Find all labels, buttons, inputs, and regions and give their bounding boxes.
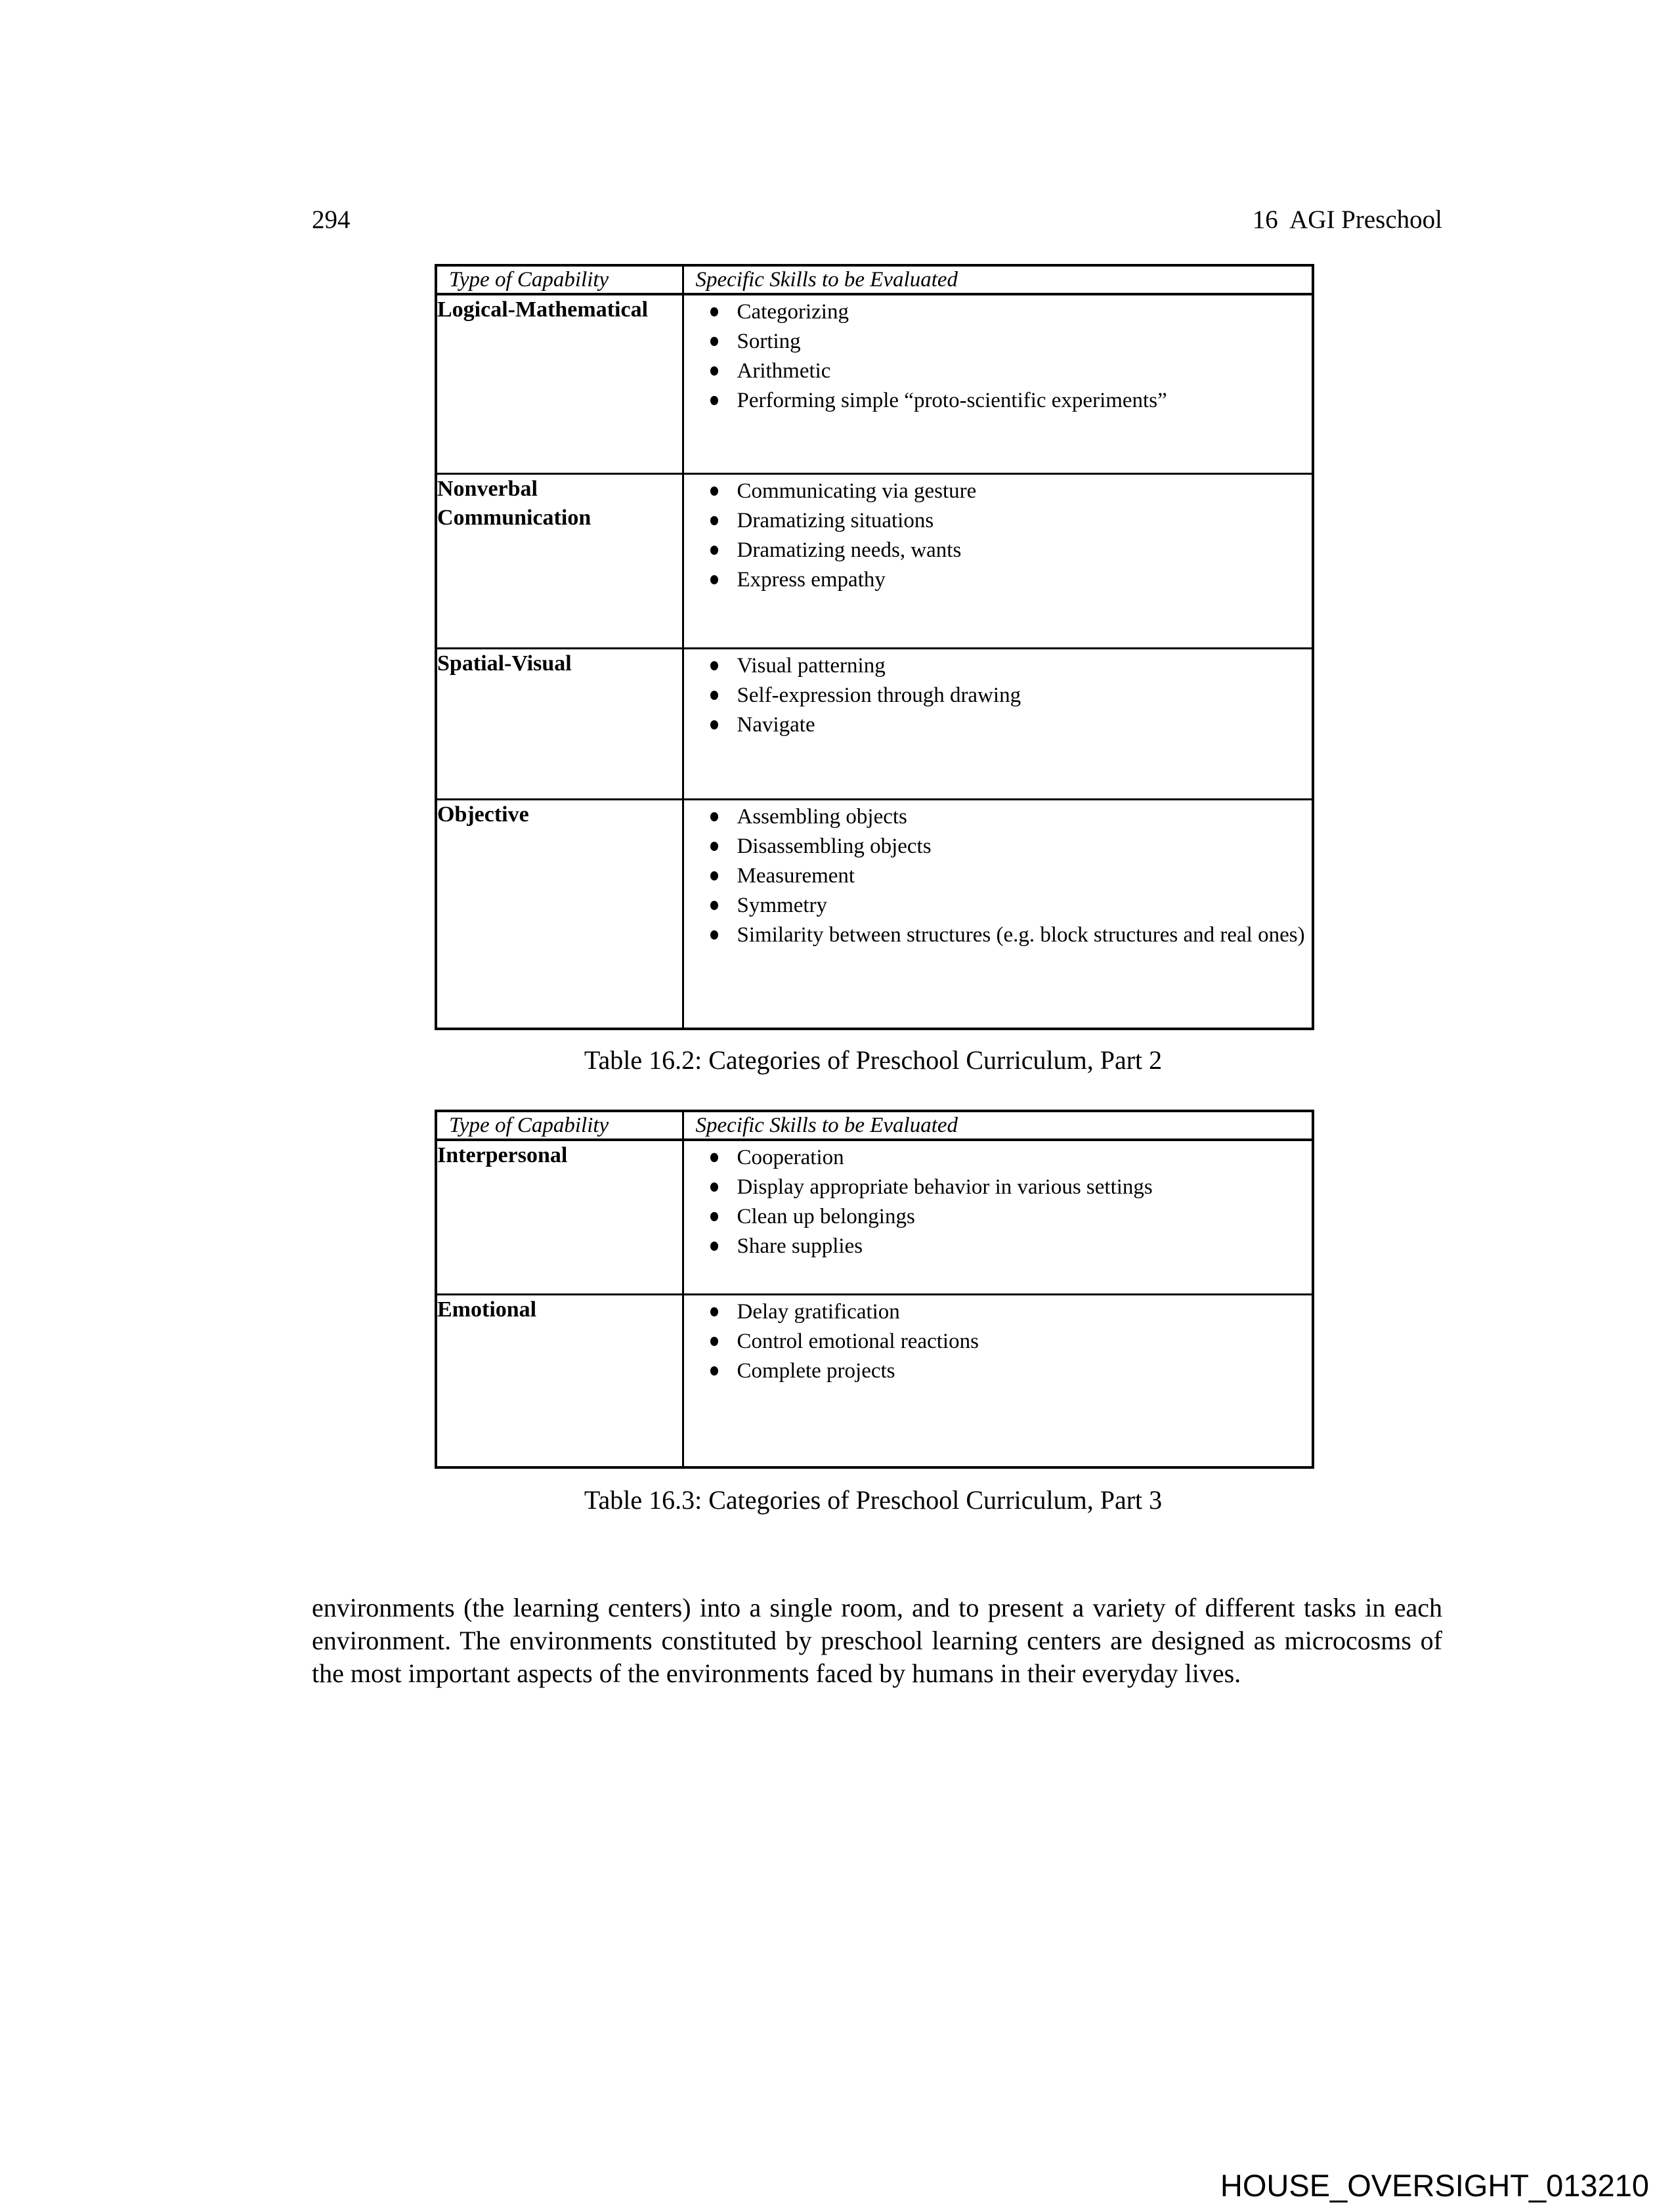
skill-text: Symmetry	[737, 894, 827, 917]
bullet-icon	[710, 396, 718, 405]
table-caption-16-3: Table 16.3: Categories of Preschool Curriculum, Part 3	[584, 1485, 1163, 1515]
skill-text: Display appropriate behavior in various settings	[737, 1175, 1153, 1199]
skill-item	[684, 328, 1312, 355]
skill-text: Categorizing	[737, 300, 849, 324]
bullet-icon	[710, 1337, 718, 1346]
table-row	[436, 649, 1313, 800]
skill-item	[684, 804, 1312, 830]
skill-text: Visual patterning	[737, 654, 886, 678]
bullet-icon	[710, 1366, 718, 1376]
skill-text: Delay gratification	[737, 1300, 900, 1324]
table-row	[436, 800, 1313, 1030]
skill-text: Express empathy	[737, 568, 886, 592]
skill-item	[684, 863, 1312, 889]
skill-item	[684, 892, 1312, 919]
skill-item	[684, 1328, 1312, 1355]
bullet-icon	[710, 487, 718, 496]
bullet-icon	[710, 930, 718, 940]
skill-item	[684, 567, 1312, 593]
bullet-icon	[710, 901, 718, 910]
capability-cell: Spatial-Visual	[436, 649, 683, 800]
skills-list	[684, 478, 1312, 593]
bullet-icon	[710, 1242, 718, 1251]
running-head	[312, 205, 1442, 234]
skill-item	[684, 387, 1312, 414]
skills-cell	[683, 1295, 1313, 1468]
skill-text: Measurement	[737, 864, 855, 888]
capability-cell: Logical-Mathematical	[436, 294, 683, 474]
column-header-specific-skills: Specific Skills to be Evaluated	[683, 1111, 1313, 1140]
skill-text: Arithmetic	[737, 359, 831, 383]
table-row	[436, 1295, 1313, 1468]
page-number: 294	[312, 206, 351, 234]
column-header-type-of-capability: Type of Capability	[436, 1111, 683, 1140]
skill-item	[684, 1358, 1312, 1384]
skill-item	[684, 358, 1312, 384]
skill-text: Disassembling objects	[737, 835, 932, 858]
skill-text: Cooperation	[737, 1146, 844, 1169]
table-row	[436, 1140, 1313, 1295]
bates-number: HOUSE_OVERSIGHT_013210	[1220, 2168, 1649, 2203]
bullet-icon	[710, 337, 718, 346]
chapter-header: 16 AGI Preschool	[1252, 206, 1442, 234]
bullet-icon	[710, 1212, 718, 1221]
skill-item	[684, 1204, 1312, 1230]
skill-item	[684, 653, 1312, 679]
body-paragraph: environments (the learning centers) into a single room, and to present a variety of different tasks in each environment. The environments constituted by preschool learning centers are designed as microcosms of the most important aspects of the environments faced by humans in their everyday lives.	[312, 1593, 1442, 1688]
skill-text: Clean up belongings	[737, 1205, 915, 1228]
skill-item	[684, 1144, 1312, 1171]
skill-text: Control emotional reactions	[737, 1330, 979, 1353]
bullet-icon	[710, 1153, 718, 1162]
skills-list	[684, 299, 1312, 414]
skill-text: Dramatizing needs, wants	[737, 538, 962, 562]
skill-item	[684, 299, 1312, 325]
bullet-icon	[710, 546, 718, 555]
skill-text: Sorting	[737, 330, 801, 353]
skills-cell	[683, 294, 1313, 474]
bullet-icon	[710, 812, 718, 821]
capability-cell: Emotional	[436, 1295, 683, 1468]
table-row	[436, 474, 1313, 649]
skill-item	[684, 537, 1312, 563]
capability-cell: Interpersonal	[436, 1140, 683, 1295]
bullet-icon	[710, 1307, 718, 1316]
skill-text: Similarity between structures (e.g. block structures and real ones)	[737, 923, 1305, 947]
bullet-icon	[710, 691, 718, 700]
bullet-icon	[710, 871, 718, 880]
capability-cell: Objective	[436, 800, 683, 1030]
bullet-icon	[710, 661, 718, 670]
curriculum-table-part2	[435, 264, 1314, 1030]
skill-item	[684, 833, 1312, 859]
skill-item	[684, 922, 1312, 948]
skill-text: Assembling objects	[737, 805, 907, 829]
skill-text: Dramatizing situations	[737, 509, 934, 532]
table-row	[436, 294, 1313, 474]
bullet-icon	[710, 1182, 718, 1192]
skill-item	[684, 478, 1312, 504]
bullet-icon	[710, 366, 718, 376]
skill-item	[684, 1174, 1312, 1200]
skill-text: Communicating via gesture	[737, 479, 977, 503]
skills-cell	[683, 800, 1313, 1030]
skills-cell	[683, 649, 1313, 800]
skills-list	[684, 1144, 1312, 1259]
skills-list	[684, 653, 1312, 738]
skill-text: Complete projects	[737, 1359, 895, 1383]
skill-item	[684, 1233, 1312, 1259]
skill-item	[684, 712, 1312, 738]
column-header-specific-skills: Specific Skills to be Evaluated	[683, 265, 1313, 294]
bullet-icon	[710, 720, 718, 729]
bullet-icon	[710, 575, 718, 584]
skill-item	[684, 508, 1312, 534]
skill-text: Navigate	[737, 713, 815, 737]
skill-item	[684, 682, 1312, 708]
table-header-row	[436, 1111, 1313, 1140]
bullet-icon	[710, 842, 718, 851]
table-caption-16-2: Table 16.2: Categories of Preschool Curriculum, Part 2	[584, 1045, 1163, 1075]
skills-list	[684, 1299, 1312, 1384]
capability-cell: Nonverbal Communication	[436, 474, 683, 649]
skill-text: Performing simple “proto-scientific experiments”	[737, 389, 1167, 412]
bullet-icon	[710, 516, 718, 525]
skills-cell	[683, 1140, 1313, 1295]
skill-text: Share supplies	[737, 1234, 863, 1258]
skills-cell	[683, 474, 1313, 649]
skill-text: Self-expression through drawing	[737, 683, 1021, 707]
table-header-row	[436, 265, 1313, 294]
skills-list	[684, 804, 1312, 948]
column-header-type-of-capability: Type of Capability	[436, 265, 683, 294]
bullet-icon	[710, 307, 718, 316]
skill-item	[684, 1299, 1312, 1325]
curriculum-table-part3	[435, 1110, 1314, 1469]
